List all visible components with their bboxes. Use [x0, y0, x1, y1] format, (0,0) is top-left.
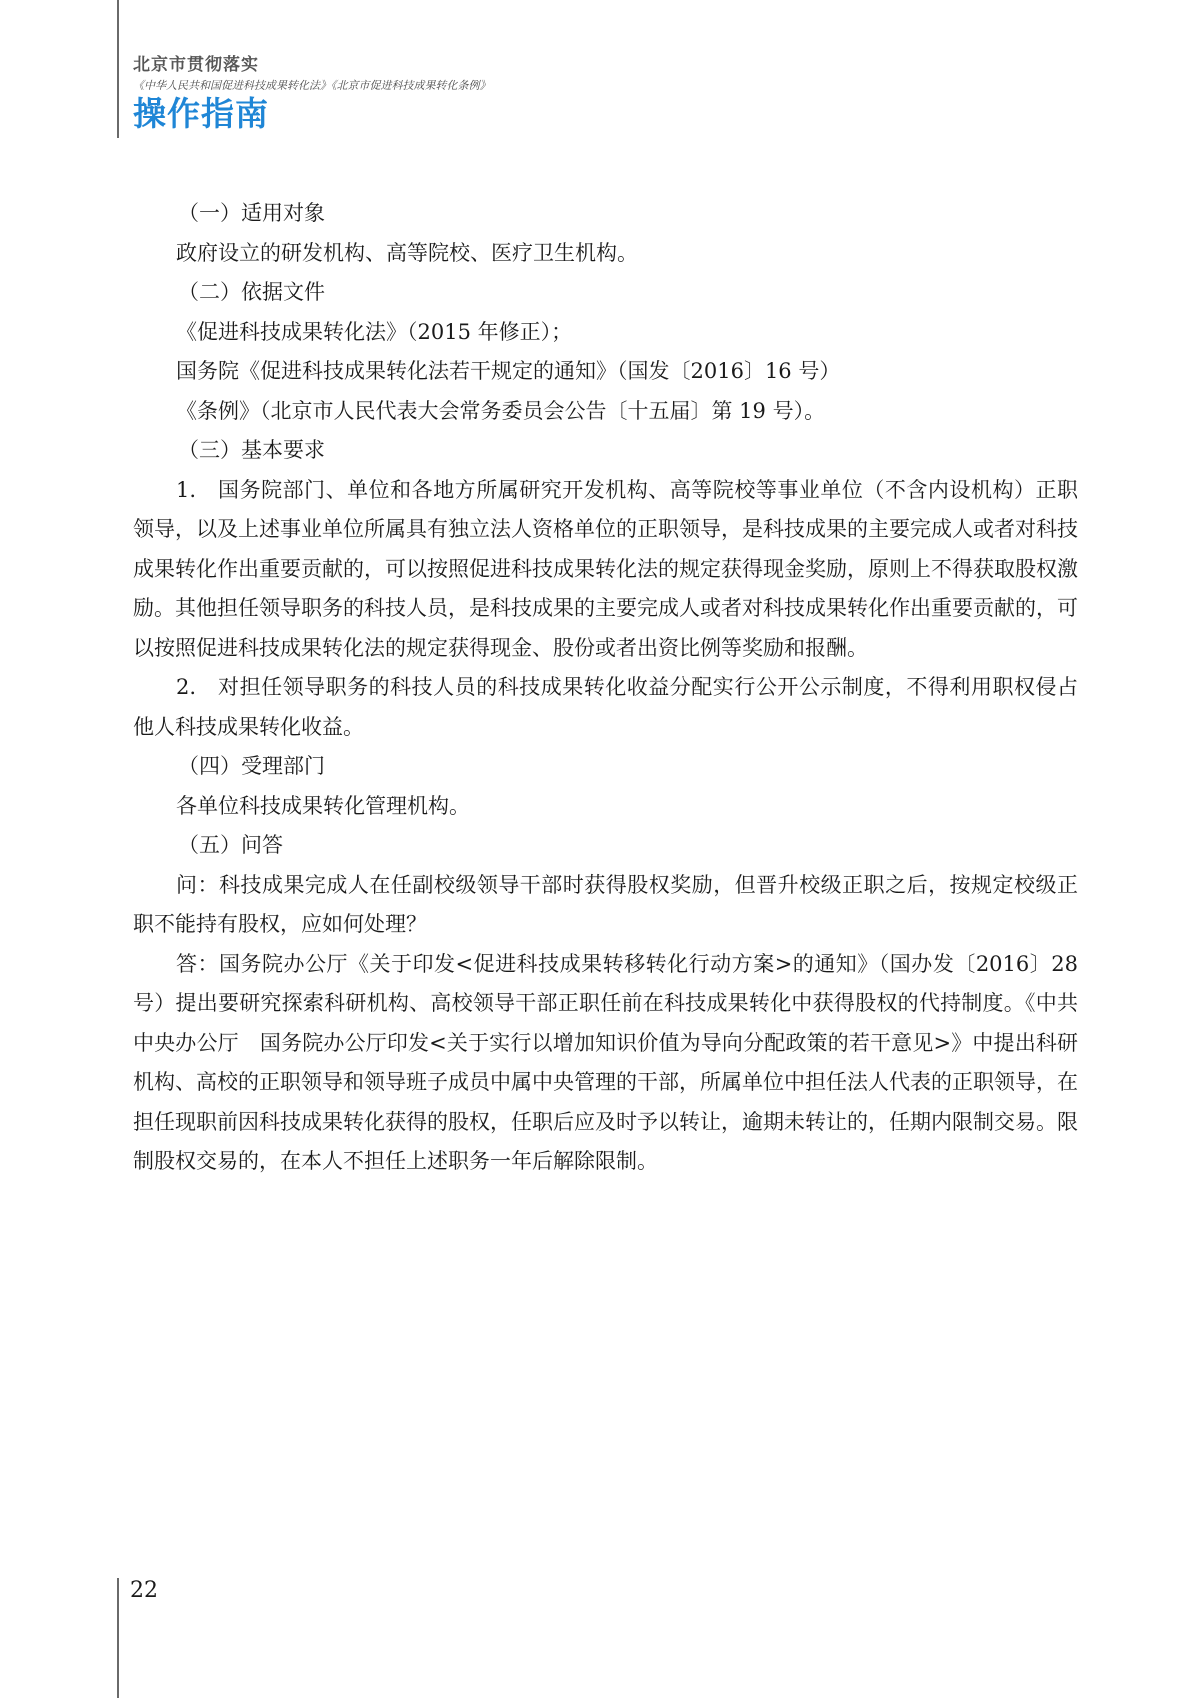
section-1-text: 政府设立的研发机构、高等院校、医疗卫生机构。: [176, 240, 638, 265]
section-heading-5: （五）问答: [178, 833, 283, 857]
section-heading-1: （一）适用对象: [178, 201, 325, 225]
header-divider-line: [117, 0, 119, 138]
page-body: [133, 194, 1078, 1182]
footer-divider-line: [117, 1578, 119, 1698]
section-heading-2: （二）依据文件: [178, 280, 325, 304]
section-heading-3: （三）基本要求: [178, 438, 325, 462]
section-5-question: 问：科技成果完成人在任副校级领导干部时获得股权奖励，但晋升校级正职之后，按规定校级正职不能持有股权，应如何处理？: [133, 872, 1078, 936]
section-2-document-3: 《条例》（北京市人民代表大会常务委员会公告〔十五届〕第 19 号）。: [176, 398, 826, 423]
running-header: [133, 54, 491, 134]
section-3-item-1: 1. 国务院部门、单位和各地方所属研究开发机构、高等院校等事业单位（不含内设机构）正职领导，以及上述事业单位所属具有独立法人资格单位的正职领导，是科技成果的主要完成人或者对科技成果转化作出重要贡献的，可以按照促进科技成果转化法的规定获得现金奖励，原则上不得获取股权激励。其他担任领导职务的科技人员，是科技成果的主要完成人或者对科技成果转化作出重要贡献的，可以按照促进科技成果转化法的规定获得现金、股份或者出资比例等奖励和报酬。: [133, 477, 1078, 660]
page-number: 22: [130, 1578, 158, 1603]
section-4-text: 各单位科技成果转化管理机构。: [176, 793, 470, 818]
header-title: 操作指南: [133, 94, 269, 133]
header-line-2: 《中华人民共和国促进科技成果转化法》《北京市促进科技成果转化条例》: [133, 79, 491, 92]
section-5-answer: 答：国务院办公厅《关于印发<促进科技成果转移转化行动方案>的通知》（国办发〔2016〕28 号）提出要研究探索科研机构、高校领导干部正职任前在科技成果转化中获得股权的代持制度。《中共中央办公厅 国务院办公厅印发<关于实行以增加知识价值为导向分配政策的若干意见>》中提出科研机构、高校的正职领导和领导班子成员中属中央管理的干部，所属单位中担任法人代表的正职领导，在担任现职前因科技成果转化获得的股权，任职后应及时予以转让，逾期未转让的，任期内限制交易。限制股权交易的，在本人不担任上述职务一年后解除限制。: [133, 951, 1078, 1173]
section-3-item-2: 2. 对担任领导职务的科技人员的科技成果转化收益分配实行公开公示制度，不得利用职权侵占他人科技成果转化收益。: [133, 675, 1078, 739]
header-line-1: 北京市贯彻落实: [133, 55, 259, 75]
section-2-document-2: 国务院《促进科技成果转化法若干规定的通知》（国发〔2016〕16 号）: [176, 359, 841, 383]
section-heading-4: （四）受理部门: [178, 754, 325, 778]
section-2-document-1: 《促进科技成果转化法》（2015 年修正）；: [176, 319, 573, 344]
